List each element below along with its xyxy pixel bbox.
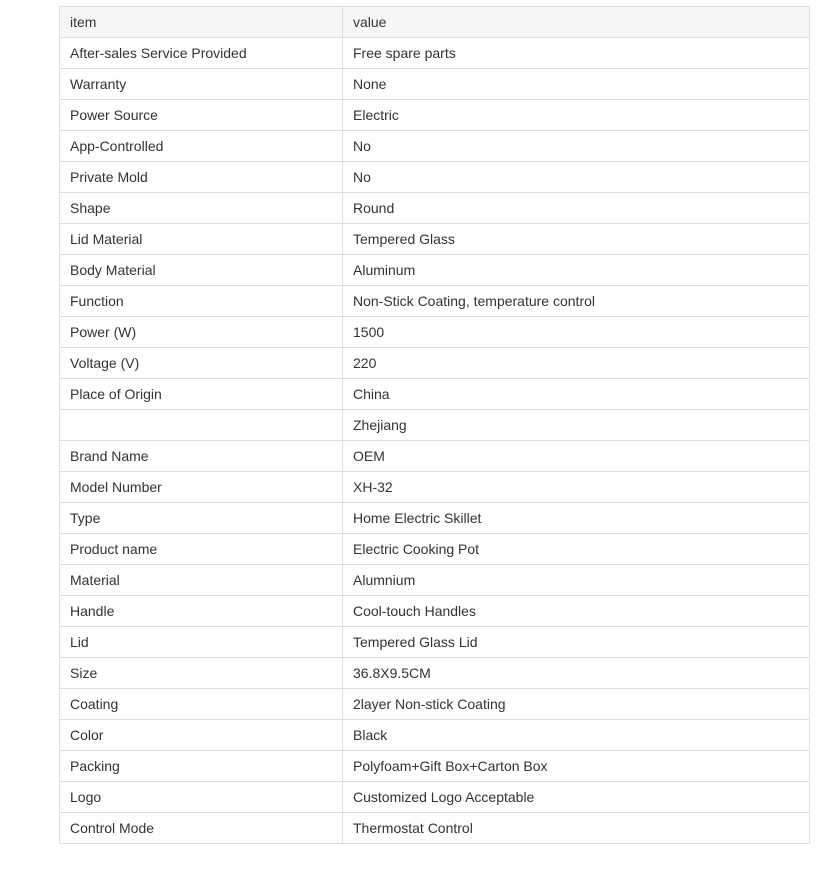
- table-row: [60, 782, 810, 813]
- row-item: Packing: [60, 751, 343, 782]
- table-row: [60, 596, 810, 627]
- row-value: Zhejiang: [343, 410, 810, 441]
- table-row: [60, 69, 810, 100]
- table-row: [60, 627, 810, 658]
- row-item: Place of Origin: [60, 379, 343, 410]
- table-row: [60, 751, 810, 782]
- table-row: [60, 100, 810, 131]
- table-row: [60, 38, 810, 69]
- row-value: Electric: [343, 100, 810, 131]
- row-value: Non-Stick Coating, temperature control: [343, 286, 810, 317]
- table-row: [60, 317, 810, 348]
- row-value: Cool-touch Handles: [343, 596, 810, 627]
- header-value: value: [343, 7, 810, 38]
- row-value: Polyfoam+Gift Box+Carton Box: [343, 751, 810, 782]
- row-item: Handle: [60, 596, 343, 627]
- row-value: Home Electric Skillet: [343, 503, 810, 534]
- table-row: [60, 813, 810, 844]
- row-item: Voltage (V): [60, 348, 343, 379]
- row-item: Logo: [60, 782, 343, 813]
- table-row: [60, 689, 810, 720]
- row-value: No: [343, 162, 810, 193]
- row-item: Size: [60, 658, 343, 689]
- row-item: Color: [60, 720, 343, 751]
- row-value: Alumnium: [343, 565, 810, 596]
- row-value: Electric Cooking Pot: [343, 534, 810, 565]
- table-row: [60, 286, 810, 317]
- row-value: Black: [343, 720, 810, 751]
- row-value: No: [343, 131, 810, 162]
- row-value: Thermostat Control: [343, 813, 810, 844]
- row-item: Power Source: [60, 100, 343, 131]
- row-value: 2layer Non-stick Coating: [343, 689, 810, 720]
- table-row: [60, 441, 810, 472]
- spec-table-body: [60, 7, 810, 844]
- row-value: Round: [343, 193, 810, 224]
- table-header-row: [60, 7, 810, 38]
- table-row: [60, 348, 810, 379]
- table-row: [60, 720, 810, 751]
- row-item: [60, 410, 343, 441]
- row-value: Free spare parts: [343, 38, 810, 69]
- row-item: Brand Name: [60, 441, 343, 472]
- row-item: Control Mode: [60, 813, 343, 844]
- table-row: [60, 255, 810, 286]
- row-value: 220: [343, 348, 810, 379]
- row-value: 36.8X9.5CM: [343, 658, 810, 689]
- row-item: Body Material: [60, 255, 343, 286]
- table-row: [60, 472, 810, 503]
- table-row: [60, 224, 810, 255]
- row-item: App-Controlled: [60, 131, 343, 162]
- row-value: Aluminum: [343, 255, 810, 286]
- row-item: Private Mold: [60, 162, 343, 193]
- row-item: Function: [60, 286, 343, 317]
- row-item: Coating: [60, 689, 343, 720]
- row-value: None: [343, 69, 810, 100]
- row-item: Material: [60, 565, 343, 596]
- row-value: China: [343, 379, 810, 410]
- table-row: [60, 131, 810, 162]
- spec-table: [59, 6, 810, 844]
- table-row: [60, 503, 810, 534]
- table-row: [60, 193, 810, 224]
- row-item: Lid Material: [60, 224, 343, 255]
- row-item: Type: [60, 503, 343, 534]
- table-row: [60, 410, 810, 441]
- row-value: Customized Logo Acceptable: [343, 782, 810, 813]
- table-row: [60, 565, 810, 596]
- row-value: XH-32: [343, 472, 810, 503]
- row-item: Lid: [60, 627, 343, 658]
- row-item: After-sales Service Provided: [60, 38, 343, 69]
- row-item: Product name: [60, 534, 343, 565]
- row-value: Tempered Glass Lid: [343, 627, 810, 658]
- row-value: OEM: [343, 441, 810, 472]
- table-row: [60, 162, 810, 193]
- row-value: 1500: [343, 317, 810, 348]
- row-value: Tempered Glass: [343, 224, 810, 255]
- row-item: Shape: [60, 193, 343, 224]
- header-item: item: [60, 7, 343, 38]
- table-row: [60, 534, 810, 565]
- table-row: [60, 379, 810, 410]
- row-item: Model Number: [60, 472, 343, 503]
- row-item: Warranty: [60, 69, 343, 100]
- row-item: Power (W): [60, 317, 343, 348]
- table-row: [60, 658, 810, 689]
